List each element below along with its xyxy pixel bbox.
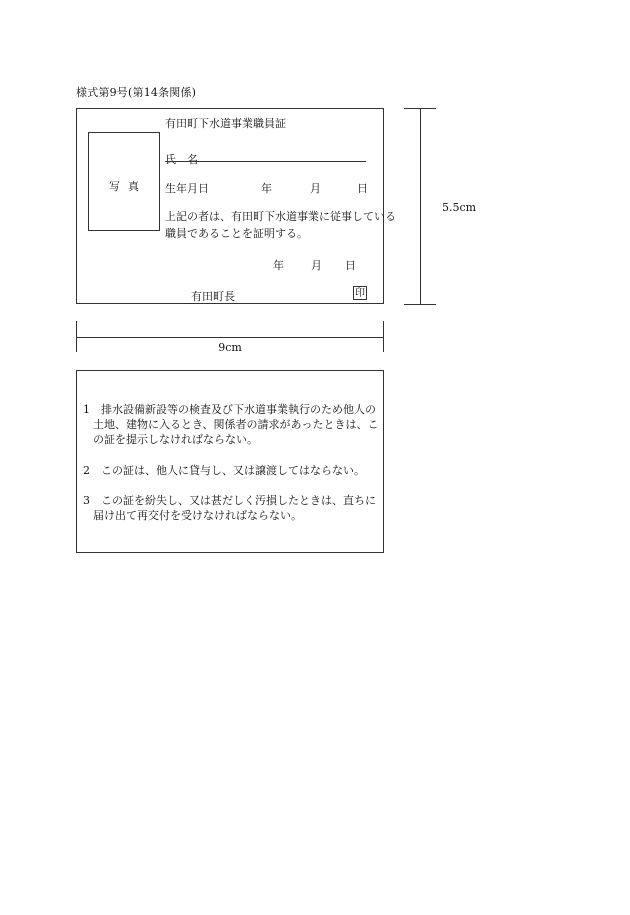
height-dimension-tick-top (404, 108, 436, 109)
name-label: 氏名 (165, 153, 209, 166)
photo-label: 写真 (109, 180, 147, 193)
issue-day-label: 日 (345, 259, 356, 272)
height-dimension-line (420, 108, 421, 304)
rule-item: 1 排水設備新設等の検査及び下水道事業執行のため他人の土地、建物に入るとき、関係者の請求があったときは、この証を提示しなければならない。 (83, 403, 379, 446)
issue-month-label: 月 (311, 259, 322, 272)
issue-year-label: 年 (273, 259, 284, 272)
rule-item: 2 この証は、他人に貸与し、又は譲渡してはならない。 (83, 464, 365, 477)
issuer-mayor: 有田町長 (191, 290, 235, 303)
form-header: 様式第9号(第14条関係) (76, 86, 197, 99)
rule-item: 3 この証を紛失し、又は甚だしく汚損したときは、直ちに届け出て再交付を受けなければならない。 (83, 494, 376, 522)
certification-text: 上記の者は、有田町下水道事業に従事している職員であることを証明する。 (165, 210, 396, 240)
width-dimension-line (76, 337, 384, 338)
width-dimension-label: 9cm (218, 341, 242, 354)
dob-day-label: 日 (357, 182, 368, 195)
id-card-back (76, 370, 384, 553)
photo-box (88, 132, 160, 231)
dob-year-label: 年 (261, 182, 272, 195)
name-underline (165, 161, 366, 162)
card-title: 有田町下水道事業職員証 (165, 117, 286, 130)
height-dimension-tick-bottom (404, 304, 436, 305)
height-dimension-label: 5.5cm (442, 201, 477, 214)
dob-label: 生年月日 (165, 182, 209, 195)
seal-stamp: 印 (355, 288, 365, 299)
dob-month-label: 月 (310, 182, 321, 195)
id-card-front (76, 108, 396, 304)
